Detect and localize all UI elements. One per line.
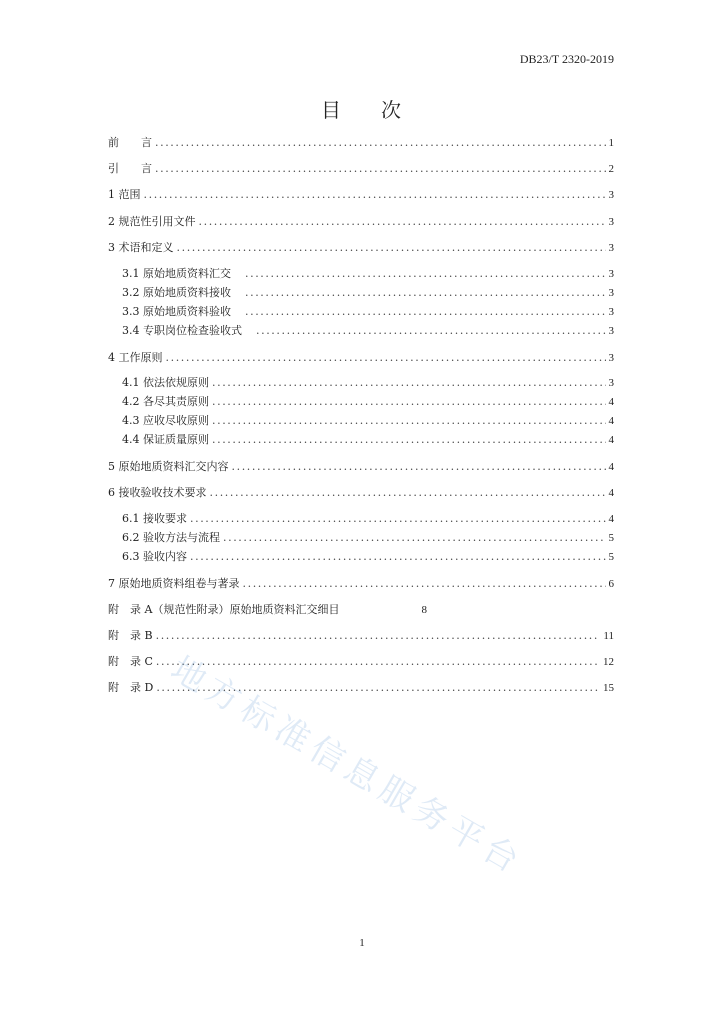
toc-entry-6-3[interactable]: [122, 548, 614, 566]
watermark: 地方标准信息服务平台: [164, 648, 531, 884]
toc-entry-page: 4: [608, 396, 614, 408]
toc-leader-dots: [156, 653, 600, 671]
toc-entry-label: 4 工作原则: [108, 351, 163, 364]
toc-entry-label: 3 术语和定义: [108, 241, 174, 254]
toc-leader-dots: [212, 393, 606, 411]
title-char-2: 次: [381, 98, 403, 122]
toc-entry-label: 7 原始地质资料组卷与著录: [108, 577, 240, 590]
toc-entry-page: 15: [603, 682, 614, 694]
toc-leader-dots: [166, 349, 606, 367]
toc-entry-page: 3: [608, 268, 614, 280]
toc-entry-appendix-d[interactable]: [108, 679, 614, 697]
toc-entry-label: 6.1 接收要求: [122, 512, 187, 525]
toc-entry-page: 12: [603, 656, 614, 668]
toc-entry-page: 1: [608, 137, 614, 149]
toc-entry-5[interactable]: [108, 458, 614, 476]
toc-entry-page: 5: [608, 551, 614, 563]
toc-entry-label: 4.3 应收尽收原则: [122, 414, 209, 427]
toc-entry-2[interactable]: [108, 213, 614, 231]
toc-entry-label: 5 原始地质资料汇交内容: [108, 460, 229, 473]
toc-leader-dots: [212, 374, 606, 392]
toc-entry-label: 附 录 C: [108, 655, 153, 668]
toc-entry-6-1[interactable]: [122, 510, 614, 528]
toc-leader-dots: [144, 186, 606, 204]
toc-entry-introduction[interactable]: [108, 160, 614, 178]
toc-entry-page: 3: [608, 352, 614, 364]
toc-leader-dots: [223, 529, 606, 547]
toc-entry-label: 附 录 A（规范性附录）原始地质资料汇交细目: [108, 603, 340, 616]
toc-entry-label: 附 录 B: [108, 629, 153, 642]
toc-leader-dots: [245, 284, 606, 302]
toc-entry-7[interactable]: [108, 575, 614, 593]
toc-entry-6[interactable]: [108, 484, 614, 502]
toc-leader-dots: [156, 627, 601, 645]
toc-entry-1[interactable]: [108, 186, 614, 204]
toc-entry-page: 6: [608, 578, 614, 590]
toc-entry-page: 3: [608, 287, 614, 299]
toc-entry-4[interactable]: [108, 349, 614, 367]
toc-leader-dots: [212, 412, 606, 430]
toc-entry-foreword[interactable]: [108, 134, 614, 152]
toc-entry-label: 4.2 各尽其责原则: [122, 395, 209, 408]
toc-entry-3-2[interactable]: [122, 284, 614, 302]
toc-leader-dots: [190, 548, 606, 566]
toc-entry-page: 4: [608, 461, 614, 473]
toc-entry-page: 4: [608, 513, 614, 525]
toc-entry-label: 3.1 原始地质资料汇交: [122, 267, 231, 280]
toc-entry-appendix-a[interactable]: [108, 601, 614, 619]
toc-entry-3-4[interactable]: [122, 322, 614, 340]
toc-entry-label: 4.1 依法依规原则: [122, 376, 209, 389]
toc-entry-4-4[interactable]: [122, 431, 614, 449]
toc-entry-4-3[interactable]: [122, 412, 614, 430]
toc-leader-dots: [256, 322, 606, 340]
toc-entry-label: 附 录 D: [108, 681, 154, 694]
toc-entry-3-1[interactable]: [122, 265, 614, 283]
toc-entry-3-3[interactable]: [122, 303, 614, 321]
toc-entry-page: 5: [608, 532, 614, 544]
standard-code: DB23/T 2320-2019: [519, 52, 614, 66]
toc-leader-dots: [156, 679, 600, 697]
toc-entry-page: 3: [608, 306, 614, 318]
toc-entry-4-1[interactable]: [122, 374, 614, 392]
toc-entry-label: 2 规范性引用文件: [108, 215, 196, 228]
toc-entry-page: 2: [608, 163, 614, 175]
toc-leader-dots: [155, 160, 606, 178]
title-char-1: 目: [321, 98, 343, 122]
toc-leader-dots: [155, 134, 606, 152]
toc-entry-page: 8: [421, 604, 427, 616]
page-number: 1: [359, 937, 365, 949]
toc-leader-dots: [245, 265, 606, 283]
toc-entry-label: 6.2 验收方法与流程: [122, 531, 220, 544]
toc-entry-label: 6.3 验收内容: [122, 550, 187, 563]
toc-entry-page: 4: [608, 415, 614, 427]
toc-entry-page: 3: [608, 377, 614, 389]
toc-leader-dots: [210, 484, 606, 502]
toc-entry-label: 1 范围: [108, 188, 141, 201]
toc-leader-dots: [177, 239, 606, 257]
toc-entry-page: 11: [603, 630, 614, 642]
toc-entry-page: 3: [608, 325, 614, 337]
toc-entry-label: 3.4 专职岗位检查验收式: [122, 324, 242, 337]
toc-entry-label: 前 言: [108, 136, 152, 149]
toc-entry-page: 4: [608, 487, 614, 499]
toc-entry-page: 4: [608, 434, 614, 446]
toc-entry-appendix-c[interactable]: [108, 653, 614, 671]
toc-entry-label: 4.4 保证质量原则: [122, 433, 209, 446]
toc-leader-dots: [243, 575, 606, 593]
toc-entry-label: 引 言: [108, 162, 152, 175]
toc-entry-page: 3: [608, 242, 614, 254]
page-title: [0, 94, 724, 123]
toc-leader-dots: [232, 458, 606, 476]
toc-entry-4-2[interactable]: [122, 393, 614, 411]
toc-entry-page: 3: [608, 189, 614, 201]
toc-leader-dots: [245, 303, 606, 321]
toc-entry-label: 6 接收验收技术要求: [108, 486, 207, 499]
toc-entry-6-2[interactable]: [122, 529, 614, 547]
toc-leader-dots: [212, 431, 606, 449]
toc-leader-dots: [190, 510, 606, 528]
toc-leader-dots: [199, 213, 606, 231]
toc-entry-appendix-b[interactable]: [108, 627, 614, 645]
toc-entry-page: 3: [608, 216, 614, 228]
toc-entry-label: 3.2 原始地质资料接收: [122, 286, 231, 299]
toc-entry-3[interactable]: [108, 239, 614, 257]
toc-entry-label: 3.3 原始地质资料验收: [122, 305, 231, 318]
